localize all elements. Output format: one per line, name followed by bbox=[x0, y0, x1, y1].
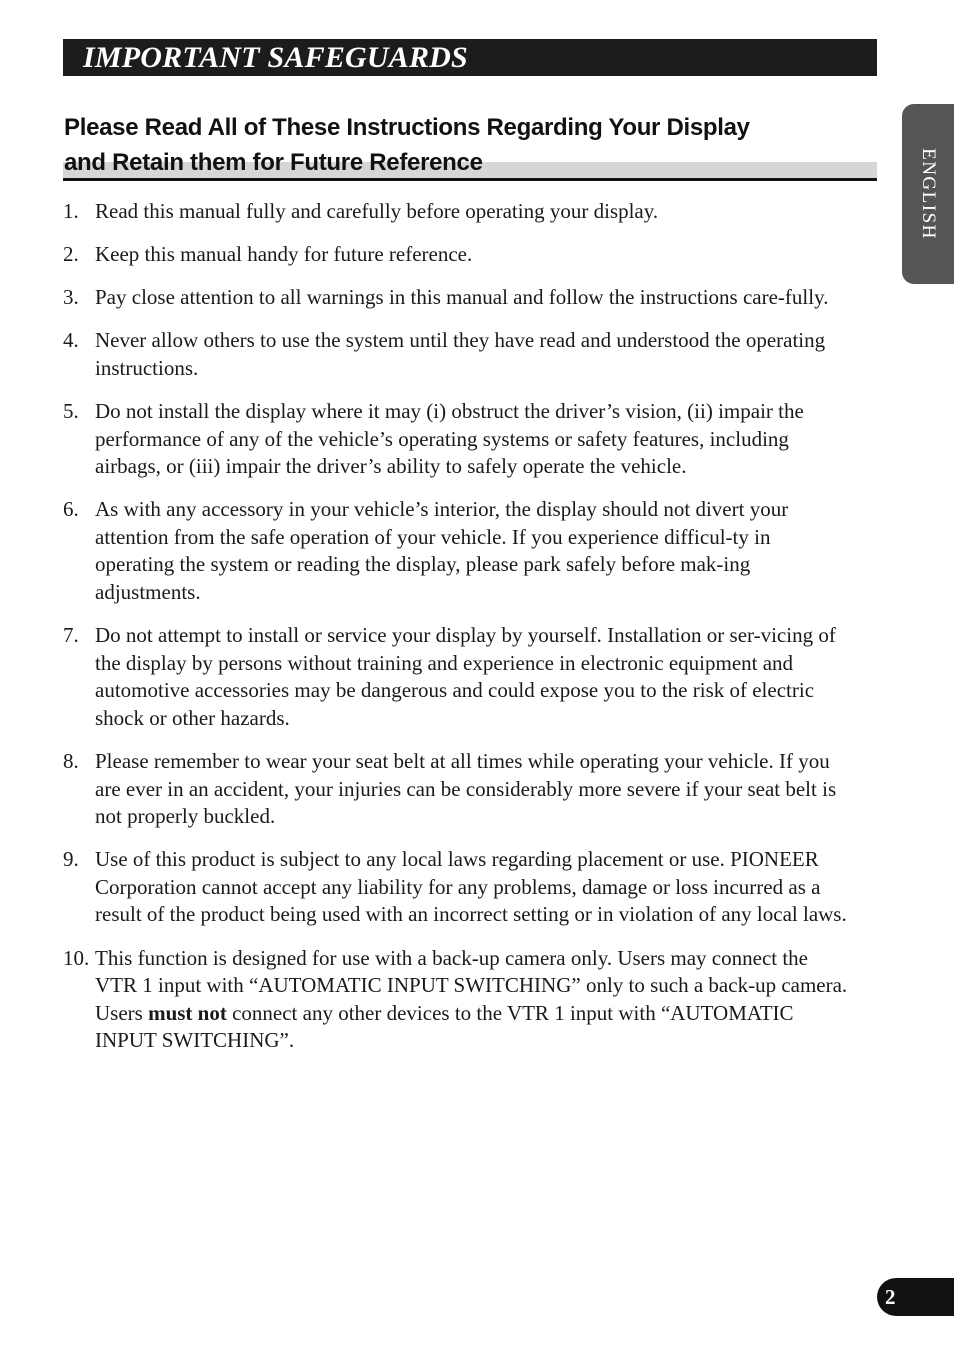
title-bar bbox=[63, 39, 877, 76]
item-text-before: This function is designed for use with a back-up camera only. Users may connect the VTR 1 input with “AUTOMATIC INPUT SWITCHING” only to such a back-up camera. Users bbox=[95, 945, 848, 1025]
list-item bbox=[63, 496, 853, 606]
instructions-list bbox=[63, 198, 853, 1070]
item-text: Do not attempt to install or service your display by yourself. Installation or ser-vicing of the display by persons without training and experience in electronic equipment and automotive accessories may be dangerous and could expose you to the risk of electric shock or other hazards. bbox=[95, 623, 836, 730]
section-heading bbox=[64, 110, 877, 180]
item-text: Read this manual fully and carefully before operating your display. bbox=[95, 199, 659, 223]
language-tab bbox=[902, 104, 954, 284]
item-number: 5. bbox=[63, 398, 79, 423]
item-text bbox=[95, 946, 847, 1053]
list-item bbox=[63, 327, 853, 382]
item-text: Never allow others to use the system until they have read and understood the operating instructions. bbox=[95, 328, 826, 380]
list-item bbox=[63, 241, 853, 269]
item-number: 3. bbox=[63, 285, 79, 310]
item-text: Pay close attention to all warnings in this manual and follow the instructions care-fully. bbox=[95, 285, 829, 310]
item-text-after: connect any other devices to the VTR 1 input with “AUTOMATIC INPUT SWITCHING”. bbox=[95, 1000, 794, 1053]
item-text-bold: must not bbox=[148, 1000, 227, 1025]
list-item bbox=[63, 284, 853, 312]
list-item bbox=[63, 622, 853, 732]
item-number: 2. bbox=[63, 242, 79, 267]
list-item bbox=[63, 846, 853, 929]
item-text: Please remember to wear your seat belt at all times while operating your vehicle. If you are ever in an accident, your injuries can be considerably more severe if your seat belt is not properly buckled. bbox=[95, 749, 837, 829]
language-tab-label: ENGLISH bbox=[918, 148, 939, 240]
item-number: 10. bbox=[63, 945, 90, 970]
item-number: 9. bbox=[63, 847, 79, 872]
list-item bbox=[63, 198, 853, 226]
item-number: 4. bbox=[63, 328, 79, 353]
page-number-tab bbox=[877, 1278, 954, 1316]
item-number: 7. bbox=[63, 623, 79, 648]
item-number: 6. bbox=[63, 497, 79, 522]
section-heading-line-1: Please Read All of These Instructions Regarding Your Display bbox=[64, 114, 750, 141]
item-number: 8. bbox=[63, 749, 79, 773]
item-text: Keep this manual handy for future reference. bbox=[95, 242, 473, 267]
list-item bbox=[63, 945, 853, 1055]
section-heading-line-2: and Retain them for Future Reference bbox=[64, 149, 483, 176]
page-number: 2 bbox=[885, 1285, 896, 1309]
list-item bbox=[63, 398, 853, 481]
page-title: IMPORTANT SAFEGUARDS bbox=[83, 41, 468, 74]
item-number: 1. bbox=[63, 199, 79, 223]
item-text: Use of this product is subject to any local laws regarding placement or use. PIONEER Corporation cannot accept any liability for any problems, damage or loss incurred as a result of the product being used with an incorrect setting or in violation of any local laws. bbox=[95, 847, 847, 927]
item-text: As with any accessory in your vehicle’s interior, the display should not divert your attention from the safe operation of your vehicle. If you experience difficul-ty in operating the system or reading the display, please park safely before mak-ing adjustments. bbox=[95, 497, 789, 605]
list-item bbox=[63, 748, 853, 831]
item-text: Do not install the display where it may (i) obstruct the driver’s vision, (ii) impair the performance of any of the vehicle’s operating systems or safety features, including airbags, or (iii) impair the driver’s ability to safely operate the vehicle. bbox=[95, 398, 804, 479]
